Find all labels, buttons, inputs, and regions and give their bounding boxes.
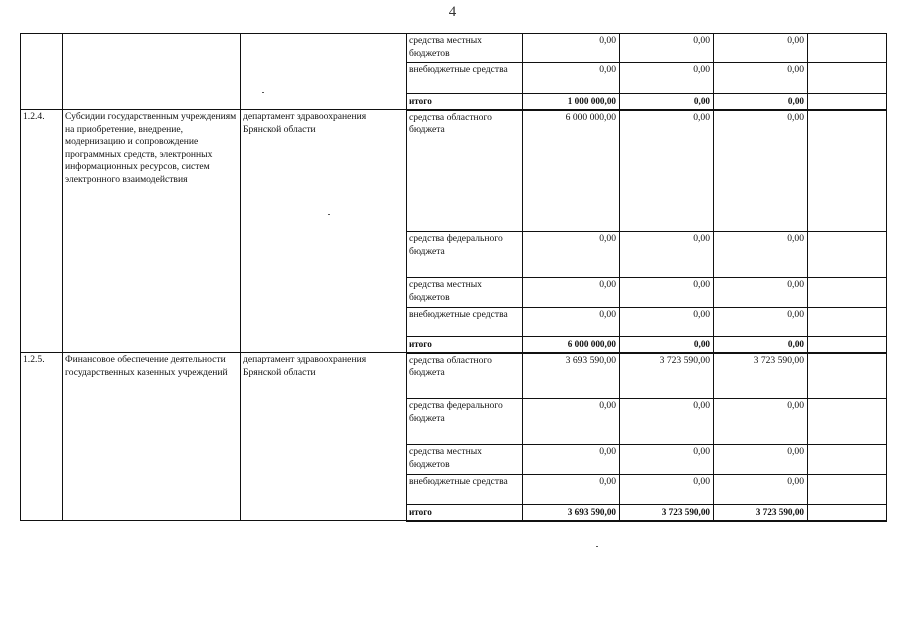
amount-year1-cell: 0,00 (523, 399, 620, 445)
amount-year1-cell: 6 000 000,00 (523, 110, 620, 232)
funding-source-cell: средства федерального бюджета (407, 232, 523, 278)
amount-year1-cell: 1 000 000,00 (523, 94, 620, 110)
amount-year3-cell: 0,00 (714, 445, 808, 475)
empty-cell (808, 34, 887, 63)
amount-year1-cell: 3 693 590,00 (523, 505, 620, 521)
amount-year2-cell: 3 723 590,00 (620, 505, 714, 521)
executor-cell: департамент здравоохранения Брянской области (241, 353, 407, 521)
empty-cell (808, 337, 887, 353)
amount-year2-cell: 0,00 (620, 94, 714, 110)
amount-year3-cell: 0,00 (714, 232, 808, 278)
funding-source-cell: средства областного бюджета (407, 353, 523, 399)
empty-cell (808, 445, 887, 475)
amount-year2-cell: 0,00 (620, 278, 714, 308)
funding-source-cell: средства областного бюджета (407, 110, 523, 232)
funding-source-cell: итого (407, 337, 523, 353)
scan-speck (328, 214, 330, 215)
amount-year1-cell: 0,00 (523, 308, 620, 337)
amount-year2-cell: 0,00 (620, 232, 714, 278)
table-row (21, 110, 887, 232)
amount-year1-cell: 0,00 (523, 475, 620, 505)
empty-cell (808, 308, 887, 337)
item-name-cell (63, 34, 241, 110)
funding-source-cell: средства местных бюджетов (407, 278, 523, 308)
amount-year3-cell: 0,00 (714, 94, 808, 110)
amount-year2-cell: 0,00 (620, 475, 714, 505)
amount-year2-cell: 0,00 (620, 34, 714, 63)
page-number: 4 (448, 4, 457, 20)
amount-year3-cell: 0,00 (714, 308, 808, 337)
amount-year1-cell: 3 693 590,00 (523, 353, 620, 399)
table-row (21, 353, 887, 399)
funding-source-cell: средства местных бюджетов (407, 445, 523, 475)
empty-cell (808, 278, 887, 308)
empty-cell (808, 63, 887, 94)
empty-cell (808, 232, 887, 278)
funding-source-cell: итого (407, 505, 523, 521)
amount-year2-cell: 0,00 (620, 63, 714, 94)
funding-source-cell: внебюджетные средства (407, 63, 523, 94)
executor-cell (241, 34, 407, 110)
table-row (21, 34, 887, 63)
amount-year1-cell: 0,00 (523, 63, 620, 94)
amount-year3-cell: 0,00 (714, 475, 808, 505)
item-name-cell: Субсидии государственным учреждениям на приобретение, внедрение, модернизацию и сопровождение программных средств, электронных информационных ресурсов, систем электронного взаимодействия (63, 110, 241, 353)
funding-source-cell: средства местных бюджетов (407, 34, 523, 63)
funding-source-cell: внебюджетные средства (407, 475, 523, 505)
amount-year1-cell: 0,00 (523, 232, 620, 278)
amount-year2-cell: 0,00 (620, 308, 714, 337)
executor-cell: департамент здравоохранения Брянской области (241, 110, 407, 353)
empty-cell (808, 94, 887, 110)
empty-cell (808, 110, 887, 232)
amount-year2-cell: 0,00 (620, 445, 714, 475)
funding-source-cell: итого (407, 94, 523, 110)
amount-year3-cell: 0,00 (714, 337, 808, 353)
empty-cell (808, 353, 887, 399)
amount-year3-cell: 3 723 590,00 (714, 505, 808, 521)
amount-year2-cell: 0,00 (620, 337, 714, 353)
amount-year3-cell: 3 723 590,00 (714, 353, 808, 399)
budget-table (20, 33, 887, 522)
amount-year1-cell: 0,00 (523, 34, 620, 63)
item-number-cell: 1.2.5. (21, 353, 63, 521)
amount-year2-cell: 0,00 (620, 399, 714, 445)
empty-cell (808, 399, 887, 445)
amount-year2-cell: 0,00 (620, 110, 714, 232)
amount-year1-cell: 0,00 (523, 445, 620, 475)
funding-source-cell: средства федерального бюджета (407, 399, 523, 445)
amount-year3-cell: 0,00 (714, 110, 808, 232)
amount-year2-cell: 3 723 590,00 (620, 353, 714, 399)
amount-year1-cell: 0,00 (523, 278, 620, 308)
amount-year1-cell: 6 000 000,00 (523, 337, 620, 353)
item-number-cell (21, 34, 63, 110)
empty-cell (808, 475, 887, 505)
amount-year3-cell: 0,00 (714, 278, 808, 308)
scan-speck (596, 546, 598, 547)
funding-source-cell: внебюджетные средства (407, 308, 523, 337)
item-name-cell: Финансовое обеспечение деятельности государственных казенных учреждений (63, 353, 241, 521)
amount-year3-cell: 0,00 (714, 63, 808, 94)
empty-cell (808, 505, 887, 521)
item-number-cell: 1.2.4. (21, 110, 63, 353)
amount-year3-cell: 0,00 (714, 399, 808, 445)
amount-year3-cell: 0,00 (714, 34, 808, 63)
scan-speck (262, 92, 264, 93)
